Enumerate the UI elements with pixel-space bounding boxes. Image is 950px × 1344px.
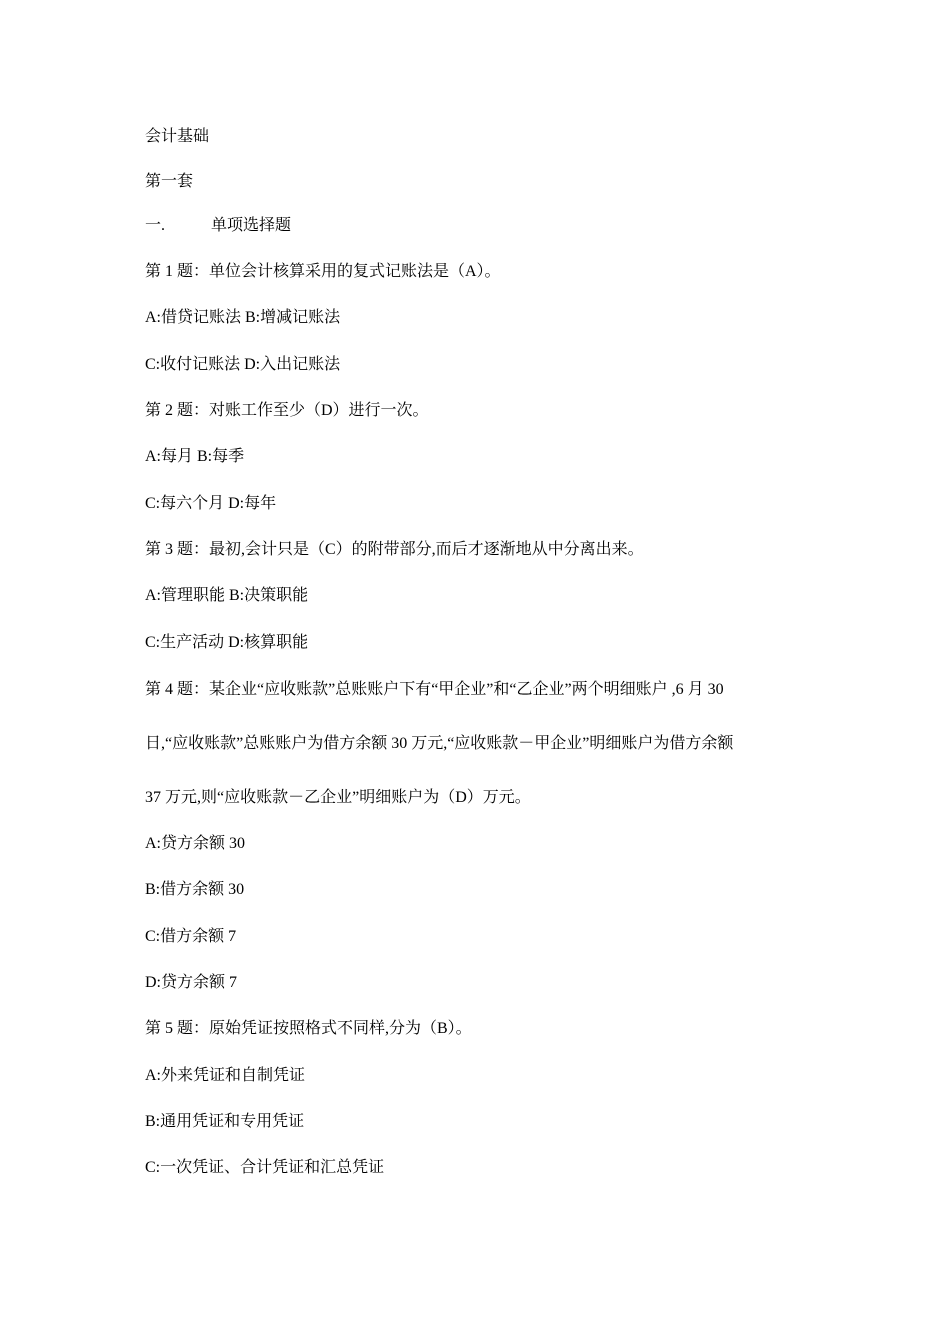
question-1-options-ab: A:借贷记账法 B:增减记账法 <box>145 309 341 326</box>
question-4-line-2: 日,“应收账款”总账账户为借方余额 30 万元,“应收账款－甲企业”明细账户为借方余额 <box>145 735 734 752</box>
question-3-options-cd: C:生产活动 D:核算职能 <box>145 634 309 651</box>
document-title: 会计基础 <box>145 128 210 145</box>
question-5-option-b: B:通用凭证和专用凭证 <box>145 1113 305 1130</box>
question-5-option-a: A:外来凭证和自制凭证 <box>145 1067 306 1084</box>
section-number: 一. <box>145 217 166 234</box>
set-label: 第一套 <box>145 173 194 190</box>
question-4-line-1: 第 4 题：某企业“应收账款”总账账户下有“甲企业”和“乙企业”两个明细账户 ,6 月 30 <box>145 681 724 698</box>
question-4-option-a: A:贷方余额 30 <box>145 835 246 852</box>
section-name: 单项选择题 <box>211 217 292 234</box>
question-4-line-3: 37 万元,则“应收账款－乙企业”明细账户为（D）万元。 <box>145 789 531 806</box>
question-4-option-b: B:借方余额 30 <box>145 881 245 898</box>
question-4-option-c: C:借方余额 7 <box>145 928 237 945</box>
question-2-options-cd: C:每六个月 D:每年 <box>145 495 277 512</box>
question-4-option-d: D:贷方余额 7 <box>145 974 238 991</box>
question-2-options-ab: A:每月 B:每季 <box>145 448 245 465</box>
question-5-option-c: C:一次凭证、合计凭证和汇总凭证 <box>145 1159 385 1176</box>
section-heading <box>145 216 291 236</box>
question-3-options-ab: A:管理职能 B:决策职能 <box>145 587 309 604</box>
question-1-options-cd: C:收付记账法 D:入出记账法 <box>145 356 341 373</box>
question-1: 第 1 题：单位会计核算采用的复式记账法是（A）。 <box>145 263 501 280</box>
question-3: 第 3 题：最初,会计只是（C）的附带部分,而后才逐渐地从中分离出来。 <box>145 541 644 558</box>
question-5: 第 5 题：原始凭证按照格式不同样,分为（B）。 <box>145 1020 472 1037</box>
question-2: 第 2 题：对账工作至少（D）进行一次。 <box>145 402 429 419</box>
